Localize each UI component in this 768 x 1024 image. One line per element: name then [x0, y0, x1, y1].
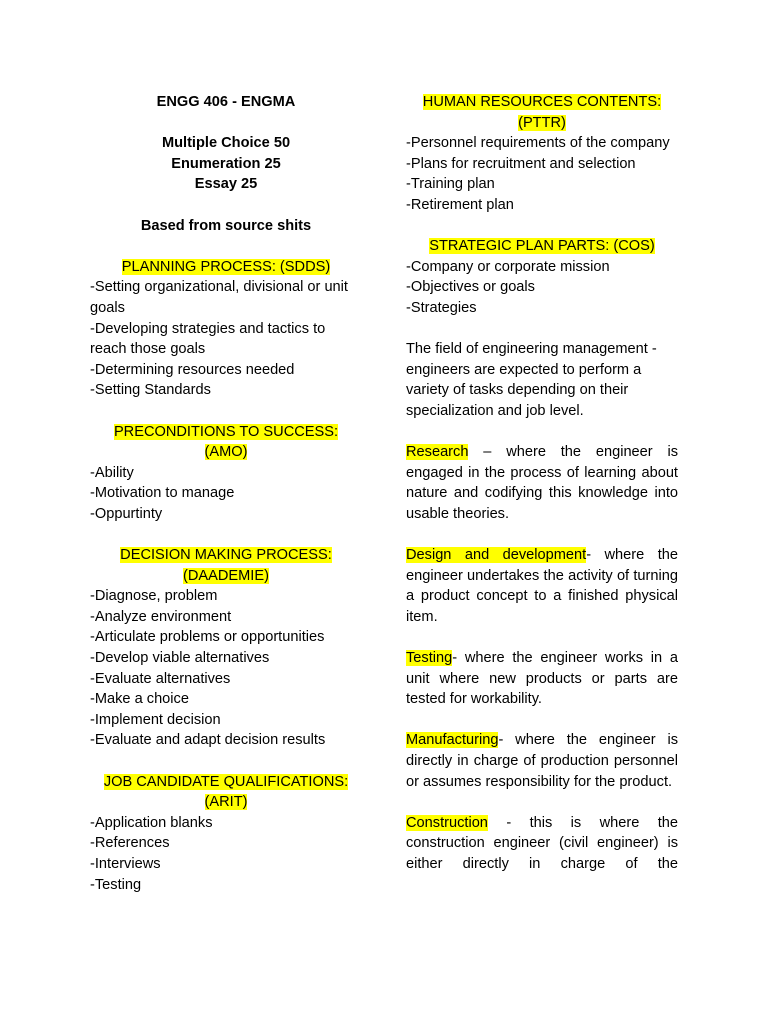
list-item: -Setting Standards	[90, 382, 211, 399]
list-item: -Strategies	[406, 299, 477, 316]
list-item: -Develop viable alternatives	[90, 650, 270, 667]
source-note: Based from source shits	[140, 217, 312, 234]
section-heading-decision-making: DECISION MAKING PROCESS:	[120, 547, 332, 564]
section-heading-preconditions: PRECONDITIONS TO SUCCESS:	[113, 423, 339, 440]
section-heading-strategic-plan: STRATEGIC PLAN PARTS: (COS)	[429, 238, 655, 255]
list-item: -Interviews	[90, 855, 161, 872]
preconditions-list	[90, 463, 362, 525]
list-item: -Motivation to manage	[90, 485, 235, 502]
field-research: Research – where the engineer is engaged in the process of learning about nature and codifying this knowledge into usable theories.	[406, 444, 678, 522]
list-item: -Plans for recruitment and selection	[406, 155, 636, 172]
field-construction: Construction - this is where the construction engineer (civil engineer) is either directly in charge of the	[406, 814, 678, 872]
exam-line-enumeration: Enumeration 25	[171, 155, 281, 172]
exam-line-multiple-choice: Multiple Choice 50	[161, 135, 291, 152]
intro-paragraph: The field of engineering management - engineers are expected to perform a variety of tasks depending on their specialization and job level.	[406, 341, 657, 419]
list-item: -Objectives or goals	[406, 279, 535, 296]
list-item: -Implement decision	[90, 711, 221, 728]
job-candidate-list	[90, 813, 362, 895]
list-item: -Setting organizational, divisional or unit goals	[90, 279, 348, 316]
field-design-development: Design and development- where the engineer undertakes the activity of turning a product concept to a finished physical item.	[406, 547, 678, 625]
list-item: -Diagnose, problem	[90, 588, 218, 605]
list-item: -Analyze environment	[90, 608, 232, 625]
course-title: ENGG 406 - ENGMA	[156, 94, 296, 110]
list-item: -Testing	[90, 876, 142, 893]
planning-list	[90, 277, 362, 401]
list-item: -References	[90, 835, 170, 852]
field-term: Design and development	[406, 547, 587, 564]
list-item: -Evaluate and adapt decision results	[90, 732, 326, 749]
section-heading-planning: PLANNING PROCESS: (SDDS)	[121, 258, 331, 275]
section-heading-job-candidate: JOB CANDIDATE QUALIFICATIONS:	[103, 773, 349, 790]
list-item: -Training plan	[406, 176, 495, 193]
list-item: -Ability	[90, 464, 134, 481]
list-item: -Determining resources needed	[90, 361, 295, 378]
list-item: -Oppurtinty	[90, 505, 163, 522]
hr-contents-list	[406, 133, 678, 215]
list-item: -Application blanks	[90, 814, 213, 831]
strategic-plan-list	[406, 257, 678, 319]
right-column: HUMAN RESOURCES CONTENTS: (PTTR) -Personnel requirements of the company -Plans for recruitment and selection -Training plan -Retirement plan STRATEGIC PLAN PARTS: (COS) -Company or corporate mission -Objectives or goals -Strategies The field of engineering management - engineers are expected to perform a variety of tasks depending on their specialization and job level. Research – where the engineer is engaged in the process of learning about nature and codifying this knowledge into usable theories. Design and development- where the engineer undertakes the activity of turning a product concept to a finished physical item. Testing- where the engineer works in a unit where new products or parts are tested for workability. Manufacturing- where the engineer is directly in charge of production personnel or assumes responsibility for the product. Construction - this is where the construction engineer (civil engineer) is either directly in charge of the	[406, 92, 678, 875]
list-item: -Developing strategies and tactics to reach those goals	[90, 320, 326, 358]
field-testing: Testing- where the engineer works in a unit where new products or parts are tested for workability.	[406, 650, 678, 708]
list-item: -Personnel requirements of the company	[406, 135, 670, 152]
list-item: -Evaluate alternatives	[90, 670, 231, 687]
field-term: Manufacturing	[406, 732, 499, 749]
field-term: Testing	[406, 650, 453, 667]
field-term: Research	[406, 444, 469, 461]
list-item: -Retirement plan	[406, 196, 514, 213]
field-manufacturing: Manufacturing- where the engineer is directly in charge of production personnel or assumes responsibility for the product.	[406, 732, 678, 790]
decision-making-list	[90, 586, 362, 751]
list-item: -Company or corporate mission	[406, 258, 610, 275]
list-item: -Make a choice	[90, 691, 189, 708]
list-item: -Articulate problems or opportunities	[90, 629, 325, 646]
section-heading-hr-contents: HUMAN RESOURCES CONTENTS:	[422, 94, 662, 110]
field-term: Construction	[406, 814, 488, 831]
exam-line-essay: Essay 25	[194, 176, 258, 193]
left-column: ENGG 406 - ENGMA Multiple Choice 50 Enumeration 25 Essay 25 Based from source shits PLANNING PROCESS: (SDDS) -Setting organizational, divisional or unit goals -Developing strategies and tactics to reach those goals -Determining resources needed -Setting Standards PRECONDITIONS TO SUCCESS: (AMO) -Ability -Motivation to manage -Oppurtinty DECISION MAKING PROCESS: (DAADEMIE) -Diagnose, problem -Analyze environment -Articulate problems or opportunities -Develop viable alternatives -Evaluate alternatives -Make a choice -Implement decision -Evaluate and adapt decision results JOB CANDIDATE QUALIFICATIONS: (ARIT) -Application blanks -References -Interviews -Testing	[90, 92, 362, 895]
